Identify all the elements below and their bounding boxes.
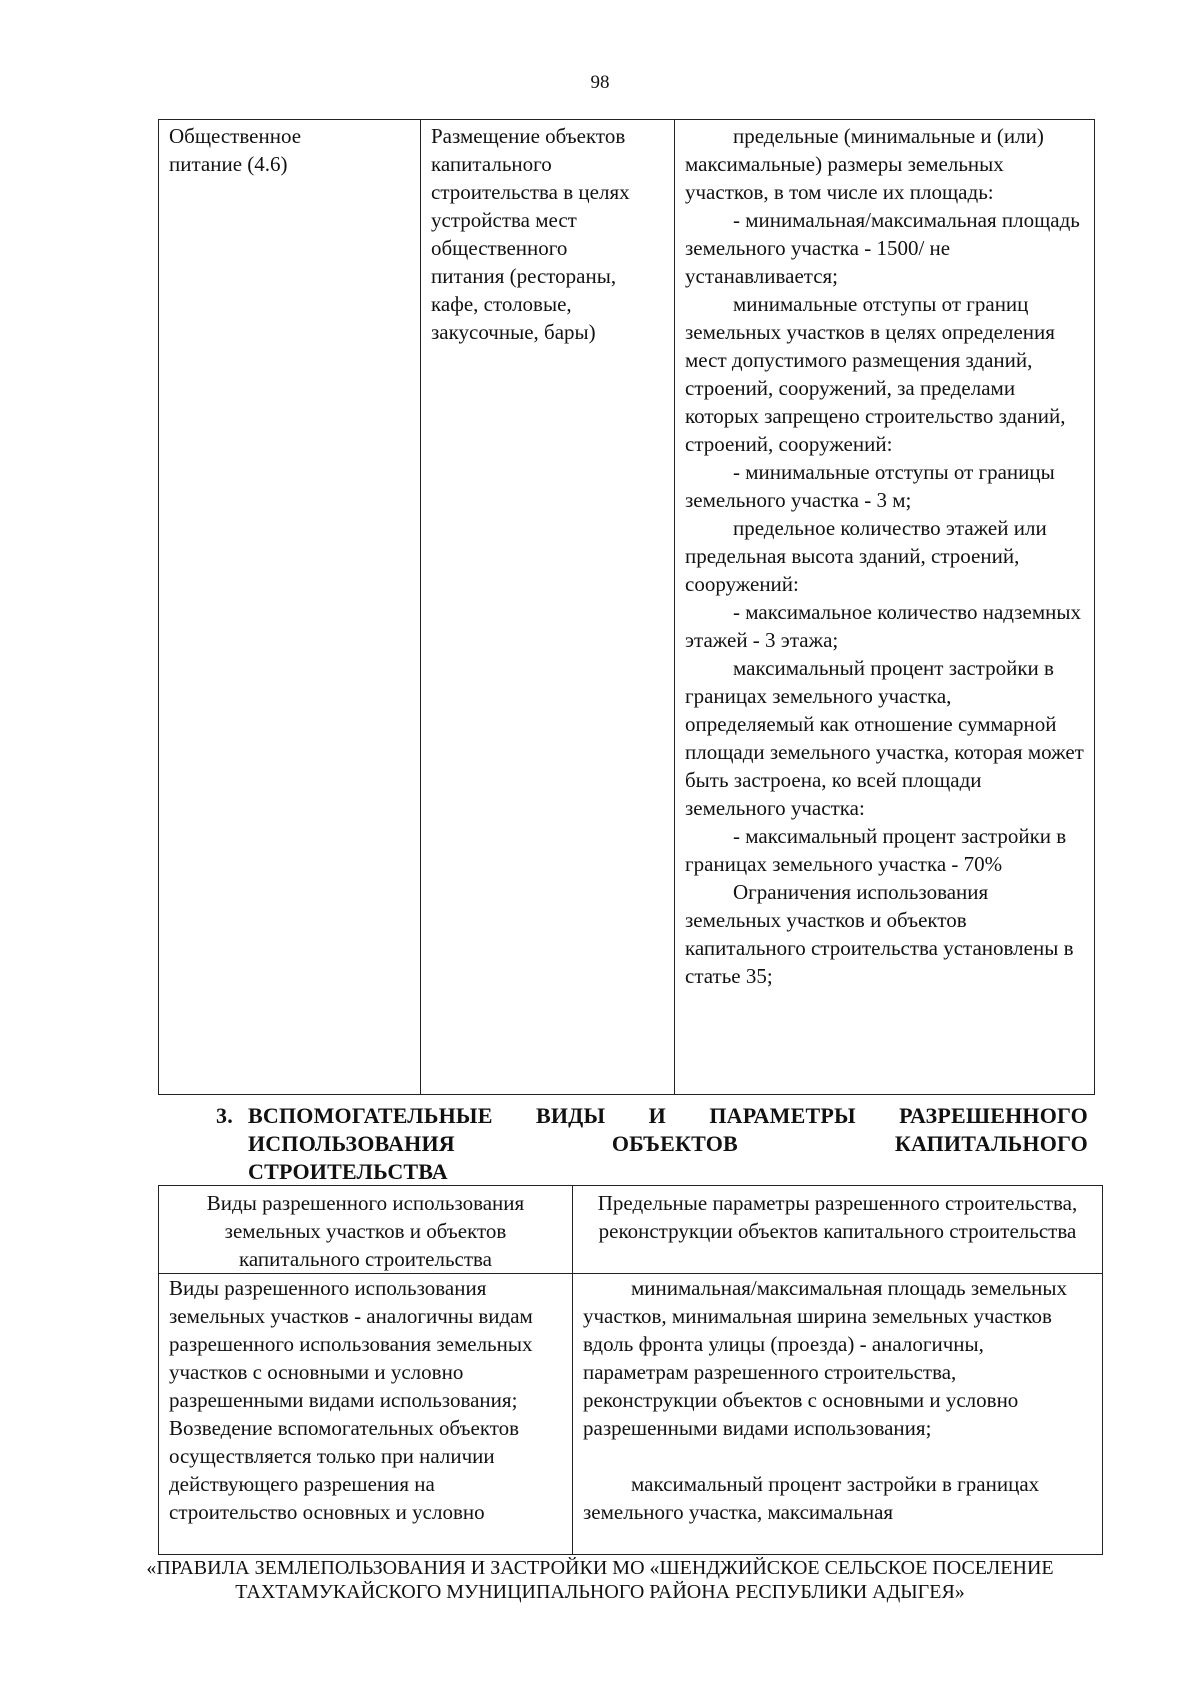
aux-parameter-paragraph: максимальный процент застройки в границах земельного участка, максимальная	[583, 1472, 1040, 1524]
header-left-cell: Виды разрешенного использования земельных участков и объектов капитального строительства	[159, 1186, 573, 1274]
parameter-paragraph: предельное количество этажей или предельная высота зданий, строений, сооружений:	[685, 516, 1047, 596]
parameter-paragraph: максимальный процент застройки в границах земельного участка, определяемый как отношение суммарной площади земельного участка, которая может быть застроена, ко всей площади земельного участка:	[685, 656, 1084, 820]
parameter-paragraph: Ограничения использования земельных участков и объектов капитального строительства установлены в статье 35;	[685, 880, 1074, 988]
cell-line: устройства мест	[431, 208, 577, 232]
parameter-paragraph: предельные (минимальные и (или) максимальные) размеры земельных участков, в том числе их площадь:	[685, 124, 1044, 204]
cell-line: строительства в целях	[431, 180, 630, 204]
cell-line: питание (4.6)	[169, 152, 288, 176]
parameter-paragraph: - максимальное количество надземных этажей - 3 этажа;	[685, 600, 1081, 652]
table-row	[159, 120, 1095, 1095]
cell-line: Размещение объектов	[431, 124, 626, 148]
footer-line2: ТАХТАМУКАЙСКОГО МУНИЦИПАЛЬНОГО РАЙОНА РЕСПУБЛИКИ АДЫГЕЯ»	[235, 1581, 965, 1603]
aux-use-paragraph: Возведение вспомогательных объектов осуществляется только при наличии действующего разрешения на строительство основных и условно	[169, 1416, 520, 1524]
permitted-use-table	[158, 119, 1095, 1095]
auxiliary-use-table	[158, 1185, 1103, 1555]
table-header-row	[159, 1186, 1103, 1274]
aux-parameter-paragraph: минимальная/максимальная площадь земельных участков, минимальная ширина земельных участков вдоль фронта улицы (проезда) - аналогичны, параметрам разрешенного строительства, реконструкции объектов с основными и условно разрешенными видами использования;	[583, 1276, 1067, 1440]
section-number: 3.	[216, 1103, 233, 1128]
footer-line1: «ПРАВИЛА ЗЕМЛЕПОЛЬЗОВАНИЯ И ЗАСТРОЙКИ МО «ШЕНДЖИЙСКОЕ СЕЛЬСКОЕ ПОСЕЛЕНИЕ	[146, 1557, 1054, 1579]
cell-line: общественного	[431, 236, 568, 260]
header-right-cell: Предельные параметры разрешенного строительства, реконструкции объектов капитального строительства	[573, 1186, 1103, 1274]
aux-parameters-cell	[573, 1274, 1103, 1555]
aux-use-cell	[159, 1274, 573, 1555]
parameter-paragraph: - минимальная/максимальная площадь земельного участка - 1500/ не устанавливается;	[685, 208, 1080, 288]
cell-line: Общественное	[169, 124, 302, 148]
section-heading-line3: СТРОИТЕЛЬСТВА	[248, 1159, 448, 1184]
parameter-paragraph: - минимальные отступы от границы земельного участка - 3 м;	[685, 460, 1055, 512]
page-footer	[0, 1556, 1200, 1604]
page-number: 98	[590, 72, 610, 93]
use-type-cell	[159, 120, 421, 1095]
section-heading-line2: ИСПОЛЬЗОВАНИЯ ОБЪЕКТОВ КАПИТАЛЬНОГО	[248, 1131, 1088, 1156]
aux-use-paragraph: Виды разрешенного использования земельных участков - аналогичны видам разрешенного использования земельных участков с основными и условно разрешенными видами использования;	[169, 1276, 533, 1412]
cell-line: питания (рестораны,	[431, 264, 617, 288]
parameter-paragraph: минимальные отступы от границ земельных участков в целях определения мест допустимого размещения зданий, строений, сооружений, за пределами которых запрещено строительство зданий, строений, сооружений:	[685, 292, 1066, 456]
cell-line: кафе, столовые,	[431, 292, 572, 316]
parameters-cell	[675, 120, 1095, 1095]
parameter-paragraph: - максимальный процент застройки в границах земельного участка - 70%	[685, 824, 1067, 876]
section-heading-line1: ВСПОМОГАТЕЛЬНЫЕ ВИДЫ И ПАРАМЕТРЫ РАЗРЕШЕННОГО	[248, 1103, 1088, 1128]
cell-line: капитального	[431, 152, 552, 176]
cell-line: закусочные, бары)	[431, 320, 596, 344]
table-row	[159, 1274, 1103, 1555]
use-description-cell	[421, 120, 675, 1095]
section-heading	[216, 1102, 1088, 1186]
